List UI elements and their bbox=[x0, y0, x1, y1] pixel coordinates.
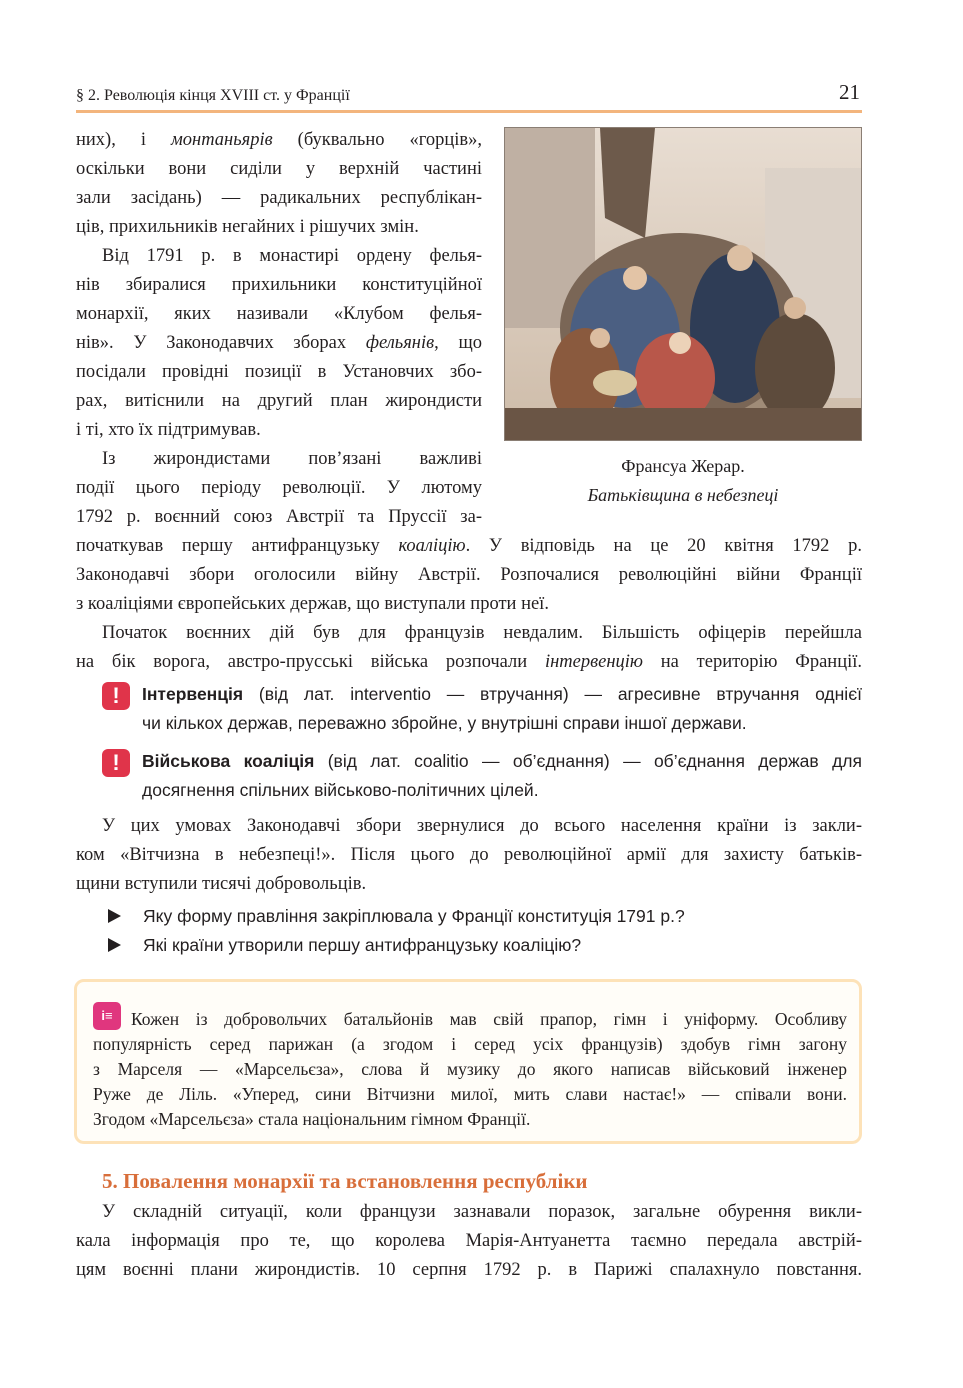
info-box bbox=[74, 979, 862, 1144]
paragraph-4 bbox=[76, 619, 862, 677]
text-line: У складній ситуації, коли французи зазнавали поразок, загальне обурення викли- bbox=[102, 1202, 862, 1222]
caption-author: Франсуа Жерар. bbox=[621, 456, 745, 476]
text-line: події цього періоду революції. У лютому bbox=[76, 478, 482, 498]
paragraph-6 bbox=[76, 1198, 862, 1285]
text-line: Від 1791 р. в монастирі ордену фелья- bbox=[102, 246, 482, 266]
text-line: 1792 р. воєнний союз Австрії та Пруссії за- bbox=[76, 507, 482, 527]
text-line: щини вступили тисячі добровольців. bbox=[76, 874, 367, 894]
text-line: У цих умовах Законодавчі збори звернулися до всього населення країни із закли- bbox=[102, 816, 862, 836]
question-1: Яку форму правління закріплювала у Франції конституція 1791 р.? bbox=[108, 902, 685, 931]
text-line: цям воєнні плани жирондистів. 10 серпня 1792 р. в Парижі спалахнуло повстання. bbox=[76, 1260, 862, 1280]
paragraph-2 bbox=[76, 242, 482, 445]
definition-intervention bbox=[102, 680, 862, 740]
paragraph-5 bbox=[76, 812, 862, 899]
text-line: на бік ворога, австро-прусські війська розпочали інтервенцію на територію Франції. bbox=[76, 652, 862, 672]
caption-title: Батьківщина в небезпеці bbox=[587, 485, 779, 505]
page-number: 21 bbox=[839, 80, 860, 104]
text-line: і ті, хто їх підтримував. bbox=[76, 420, 261, 440]
painting-image bbox=[505, 128, 862, 441]
text-line: з коаліціями європейських держав, що виступали проти неї. bbox=[76, 594, 549, 614]
text-line: посідали провідні позиції в Установчих збо- bbox=[76, 362, 482, 382]
triangle-bullet-icon bbox=[108, 938, 121, 952]
question-2: Які країни утворили першу антифранцузьку коаліцію? bbox=[108, 931, 581, 960]
text-line: початкував першу антифранцузьку коаліцію. У відповідь на це 20 квітня 1792 р. bbox=[76, 536, 862, 556]
text-line: Законодавчі збори оголосили війну Австрії. Розпочалися революційні війни Франції bbox=[76, 565, 862, 585]
text-line: нів». У Законодавчих зборах фельянів, що bbox=[76, 333, 482, 353]
section-heading: 5. Повалення монархії та встановлення республіки bbox=[102, 1169, 588, 1193]
info-book-icon: i≡ bbox=[93, 1002, 121, 1030]
text-line: монархії, яких називали «Клубом фелья- bbox=[76, 304, 482, 324]
paragraph-3 bbox=[76, 445, 862, 619]
info-text: Кожен із добровольчих батальйонів мав свій прапор, гімн і уніформу. Особливу популярність серед парижан (а згодом і серед усіх французів) здобув гімн загону з Марселя — «Марсельєза», слова й музику до якого написав військовий інженер Руже де Ліль. «Уперед, сини Вітчизни милої, мить слави настає!» — співали вони. Згодом «Марсельєза» стала національним гімном Франції. bbox=[93, 1009, 847, 1129]
text-line: рах, витіснили на другий план жирондисти bbox=[76, 391, 482, 411]
text-line: ців, прихильників негайних і рішучих змін. bbox=[76, 217, 419, 237]
running-title: § 2. Революція кінця XVIII ст. у Франції bbox=[76, 87, 350, 104]
triangle-bullet-icon bbox=[108, 909, 121, 923]
text-line: оскільки вони сиділи у верхній частині bbox=[76, 159, 482, 179]
definition-text: Військова коаліція (від лат. coalitio — об’єднання) — об’єднання держав для досягнення спільних військово-політичних цілей. bbox=[142, 751, 862, 800]
text-line: кала інформація про те, що королева Марія-Антуанетта таємно передала австрій- bbox=[76, 1231, 862, 1251]
text-line: зали засідань) — радикальних республікан- bbox=[76, 188, 482, 208]
text-line: ком «Вітчизна в небезпеці!». Після цього до революційної армії для захисту батьків- bbox=[76, 845, 862, 865]
exclamation-icon: ! bbox=[102, 682, 130, 710]
exclamation-icon: ! bbox=[102, 749, 130, 777]
painting-illustration bbox=[504, 127, 862, 441]
paragraph-1 bbox=[76, 126, 482, 242]
page-header bbox=[76, 80, 862, 113]
definition-text: Інтервенція (від лат. interventio — втручання) — агресивне втручання однієї чи кількох держав, переважно збройне, у внутрішні справи іншої держави. bbox=[142, 684, 862, 733]
definition-coalition bbox=[102, 747, 862, 807]
text-line: Із жирондистами пов’язані важливі bbox=[102, 449, 482, 469]
text-line: нів збиралися прихильники конституційної bbox=[76, 275, 482, 295]
text-line: них), і монтаньярів (буквально «горців», bbox=[76, 130, 482, 150]
text-line: Початок воєнних дій був для французів невдалим. Більшість офіцерів перейшла bbox=[102, 623, 862, 643]
